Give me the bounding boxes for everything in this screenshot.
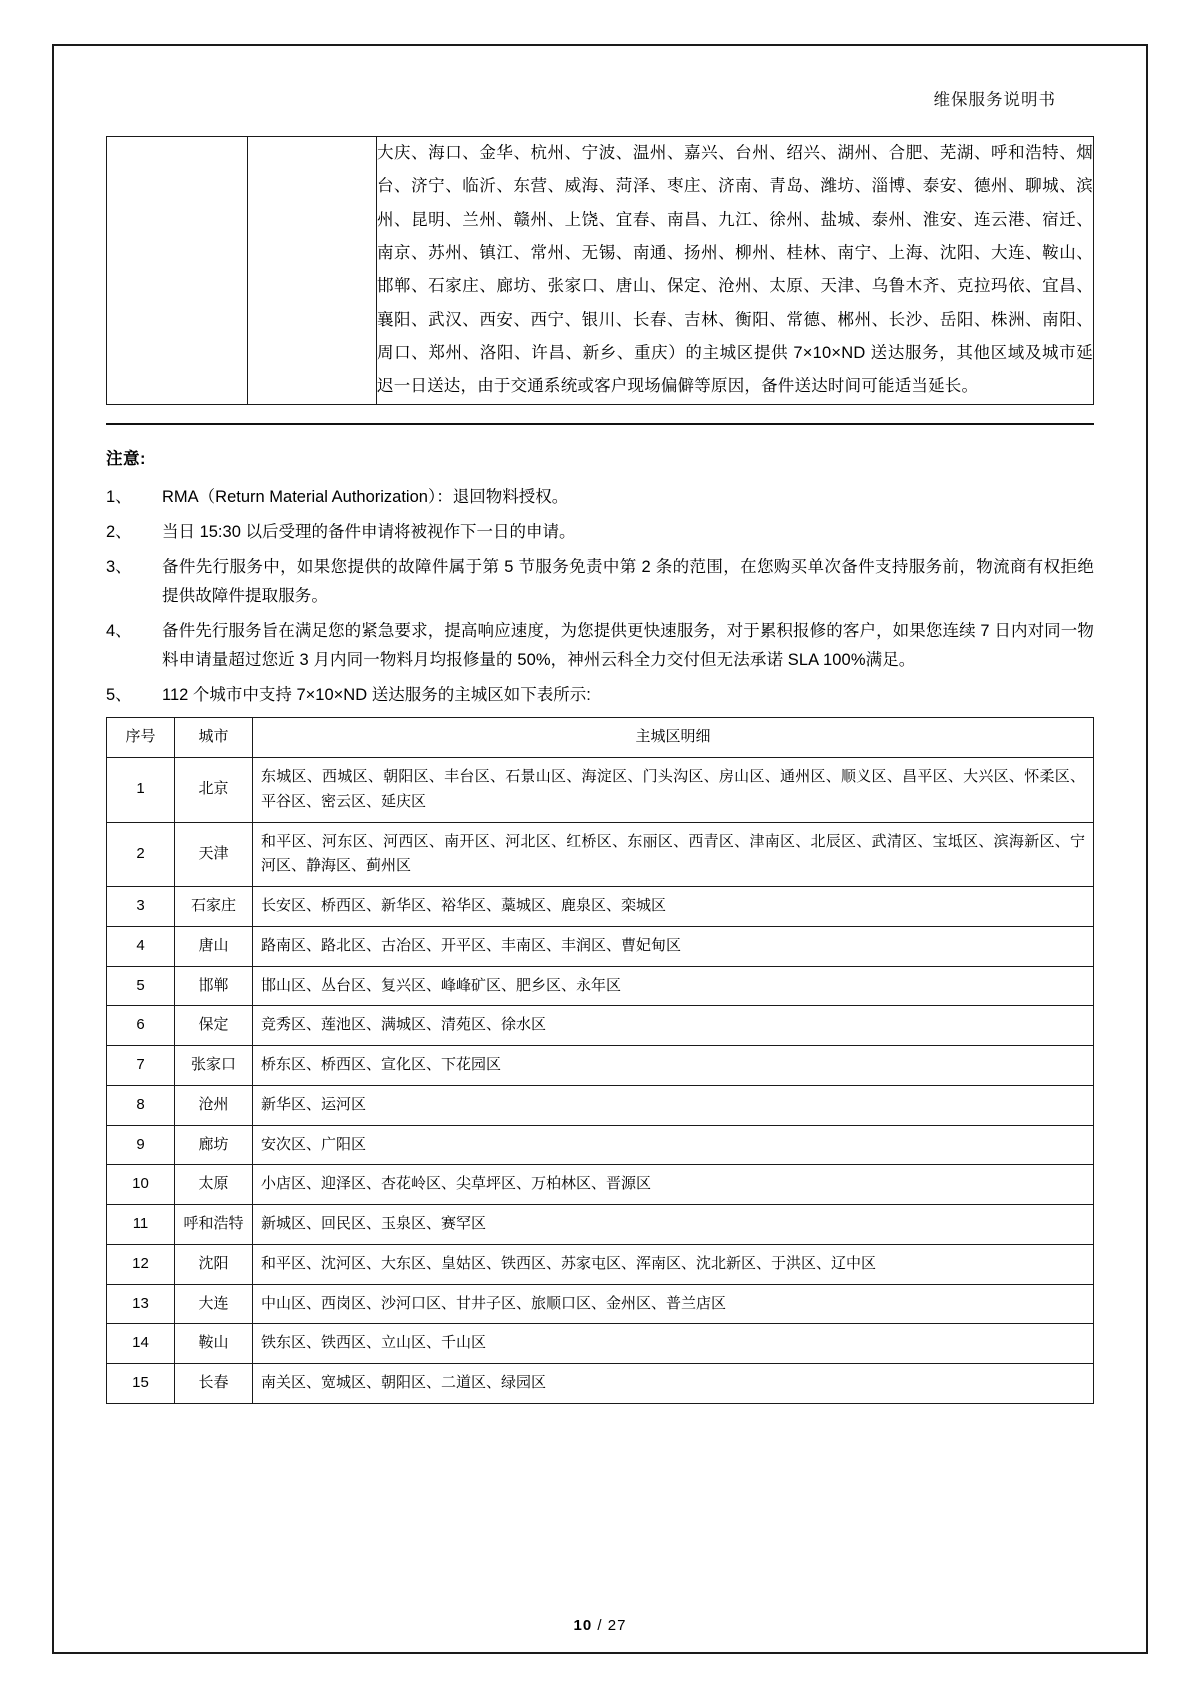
cell-city: 长春 (175, 1364, 253, 1404)
table-row (107, 1284, 1094, 1324)
cell-index: 6 (107, 1006, 175, 1046)
table-header-row (107, 718, 1094, 758)
cell-districts: 长安区、桥西区、新华区、裕华区、藁城区、鹿泉区、栾城区 (253, 887, 1094, 927)
cell-city: 天津 (175, 822, 253, 887)
page-footer (54, 1617, 1146, 1634)
cell-city: 廊坊 (175, 1125, 253, 1165)
cell-city: 张家口 (175, 1046, 253, 1086)
section-divider (106, 423, 1094, 425)
cell-index: 9 (107, 1125, 175, 1165)
cell-index: 14 (107, 1324, 175, 1364)
note-number: 5、 (106, 685, 132, 704)
cell-city: 北京 (175, 758, 253, 823)
page-border-frame (52, 44, 1148, 1654)
footer-separator: / (597, 1617, 603, 1634)
cell-index: 7 (107, 1046, 175, 1086)
cell-districts: 和平区、沈河区、大东区、皇姑区、铁西区、苏家屯区、浑南区、沈北新区、于洪区、辽中区 (253, 1244, 1094, 1284)
table-row (107, 926, 1094, 966)
note-number: 1、 (106, 487, 132, 506)
cell-city: 石家庄 (175, 887, 253, 927)
note-item (106, 553, 1094, 610)
table-row (107, 758, 1094, 823)
cell-districts: 新华区、运河区 (253, 1085, 1094, 1125)
table-row (107, 1085, 1094, 1125)
cell-index: 4 (107, 926, 175, 966)
cell-city: 保定 (175, 1006, 253, 1046)
cell-city: 鞍山 (175, 1324, 253, 1364)
cell-index: 2 (107, 822, 175, 887)
note-text: 当日 15:30 以后受理的备件申请将被视作下一日的申请。 (162, 523, 576, 541)
cell-districts: 和平区、河东区、河西区、南开区、河北区、红桥区、东丽区、西青区、津南区、北辰区、武清区、宝坻区、滨海新区、宁河区、静海区、蓟州区 (253, 822, 1094, 887)
cell-districts: 东城区、西城区、朝阳区、丰台区、石景山区、海淀区、门头沟区、房山区、通州区、顺义区、昌平区、大兴区、怀柔区、平谷区、密云区、延庆区 (253, 758, 1094, 823)
note-text: 备件先行服务旨在满足您的紧急要求，提高响应速度，为您提供更快速服务，对于累积报修的客户，如果您连续 7 日内对同一物料申请量超过您近 3 月内同一物料月均报修量的 50%，神州云科全力交付但无法承诺 SLA 100%满足。 (162, 622, 1094, 669)
table-row (107, 137, 1094, 405)
footer-page-number: 10 (573, 1617, 593, 1634)
cell-city: 大连 (175, 1284, 253, 1324)
cell-city: 太原 (175, 1165, 253, 1205)
note-number: 2、 (106, 523, 132, 541)
note-text: 112 个城市中支持 7×10×ND 送达服务的主城区如下表所示: (162, 685, 591, 704)
table-row (107, 1205, 1094, 1245)
column-header-districts: 主城区明细 (253, 718, 1094, 758)
column-header-index: 序号 (107, 718, 175, 758)
table-row (107, 1364, 1094, 1404)
cell-index: 8 (107, 1085, 175, 1125)
note-number: 4、 (106, 622, 132, 641)
table-row (107, 1125, 1094, 1165)
cell-districts: 新城区、回民区、玉泉区、赛罕区 (253, 1205, 1094, 1245)
footer-total-pages: 27 (607, 1617, 627, 1634)
table-row (107, 887, 1094, 927)
cell-index: 1 (107, 758, 175, 823)
cell-city: 沧州 (175, 1085, 253, 1125)
continued-spare-parts-table (106, 136, 1094, 405)
cell-districts: 中山区、西岗区、沙河口区、甘井子区、旅顺口区、金州区、普兰店区 (253, 1284, 1094, 1324)
note-item (106, 681, 1094, 709)
note-text: 备件先行服务中，如果您提供的故障件属于第 5 节服务免责中第 2 条的范围，在您购买单次备件支持服务前，物流商有权拒绝提供故障件提取服务。 (162, 558, 1094, 605)
column-header-city: 城市 (175, 718, 253, 758)
cell-index: 3 (107, 887, 175, 927)
continued-table-col1 (107, 137, 248, 405)
cell-districts: 铁东区、铁西区、立山区、千山区 (253, 1324, 1094, 1364)
note-number: 3、 (106, 558, 132, 577)
cell-districts: 桥东区、桥西区、宣化区、下花园区 (253, 1046, 1094, 1086)
cell-districts: 南关区、宽城区、朝阳区、二道区、绿园区 (253, 1364, 1094, 1404)
table-row (107, 966, 1094, 1006)
table-row (107, 822, 1094, 887)
cell-city: 呼和浩特 (175, 1205, 253, 1245)
city-district-table (106, 717, 1094, 1404)
cell-index: 15 (107, 1364, 175, 1404)
table-row (107, 1324, 1094, 1364)
cell-index: 12 (107, 1244, 175, 1284)
note-text: RMA（Return Material Authorization）：退回物料授权。 (162, 487, 569, 506)
cell-city: 沈阳 (175, 1244, 253, 1284)
cell-city: 邯郸 (175, 966, 253, 1006)
cell-index: 11 (107, 1205, 175, 1245)
table-row (107, 1165, 1094, 1205)
cell-districts: 路南区、路北区、古冶区、开平区、丰南区、丰润区、曹妃甸区 (253, 926, 1094, 966)
continued-table-city-list: 大庆、海口、金华、杭州、宁波、温州、嘉兴、台州、绍兴、湖州、合肥、芜湖、呼和浩特、烟台、济宁、临沂、东营、威海、菏泽、枣庄、济南、青岛、潍坊、淄博、泰安、德州、聊城、滨州、昆明、兰州、赣州、上饶、宜春、南昌、九江、徐州、盐城、泰州、淮安、连云港、宿迁、南京、苏州、镇江、常州、无锡、南通、扬州、柳州、桂林、南宁、上海、沈阳、大连、鞍山、邯郸、石家庄、廊坊、张家口、唐山、保定、沧州、太原、天津、乌鲁木齐、克拉玛依、宜昌、襄阳、武汉、西安、西宁、银川、长春、吉林、衡阳、常德、郴州、长沙、岳阳、株洲、南阳、周口、郑州、洛阳、许昌、新乡、重庆）的主城区提供 7×10×ND 送达服务，其他区域及城市延迟一日送达，由于交通系统或客户现场偏僻等原因，备件送达时间可能适当延长。 (377, 137, 1094, 405)
note-item (106, 518, 1094, 546)
cell-city: 唐山 (175, 926, 253, 966)
cell-index: 10 (107, 1165, 175, 1205)
note-item (106, 617, 1094, 674)
cell-districts: 安次区、广阳区 (253, 1125, 1094, 1165)
notes-heading: 注意: (106, 449, 146, 468)
cell-districts: 邯山区、丛台区、复兴区、峰峰矿区、肥乡区、永年区 (253, 966, 1094, 1006)
document-header-title: 维保服务说明书 (933, 91, 1056, 109)
table-row (107, 1244, 1094, 1284)
cell-districts: 小店区、迎泽区、杏花岭区、尖草坪区、万柏林区、晋源区 (253, 1165, 1094, 1205)
cell-districts: 竞秀区、莲池区、满城区、清苑区、徐水区 (253, 1006, 1094, 1046)
note-item (106, 483, 1094, 511)
cell-index: 13 (107, 1284, 175, 1324)
table-row (107, 1046, 1094, 1086)
continued-table-col2 (248, 137, 377, 405)
table-row (107, 1006, 1094, 1046)
cell-index: 5 (107, 966, 175, 1006)
